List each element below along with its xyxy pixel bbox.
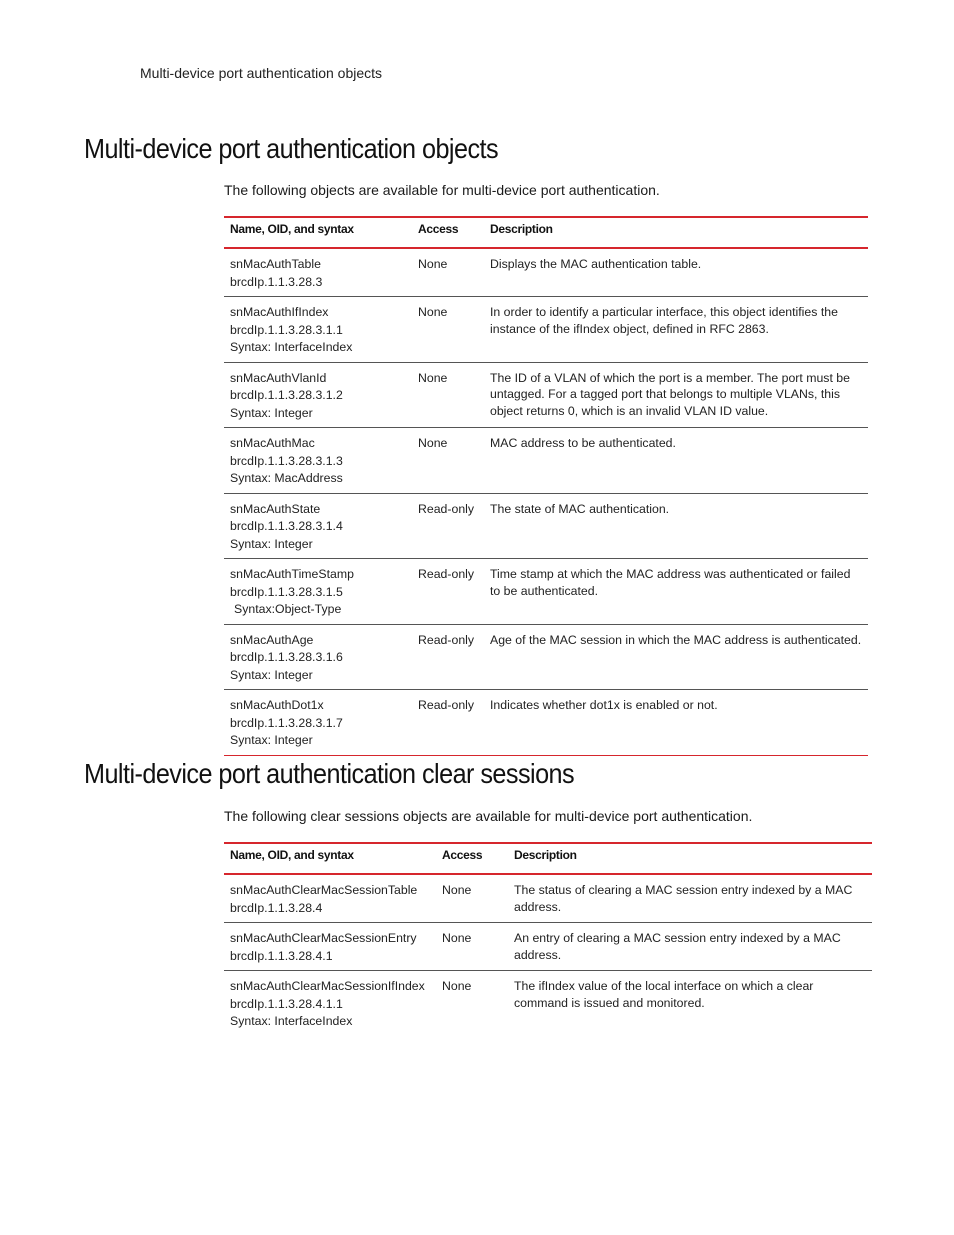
object-oid: brcdIp.1.1.3.28.4 bbox=[230, 900, 323, 915]
cell-access: Read-only bbox=[412, 493, 484, 559]
object-oid: brcdIp.1.1.3.28.3 bbox=[230, 274, 323, 289]
cell-description: Displays the MAC authentication table. bbox=[484, 248, 868, 297]
object-syntax: Syntax: InterfaceIndex bbox=[230, 340, 353, 354]
object-oid: brcdIp.1.1.3.28.3.1.5 bbox=[230, 584, 343, 599]
cell-name-oid-syntax bbox=[224, 874, 436, 923]
cell-name-oid-syntax bbox=[224, 559, 412, 625]
cell-access: None bbox=[442, 979, 472, 993]
cell-name-oid-syntax bbox=[224, 690, 412, 756]
table-header-row bbox=[224, 217, 868, 248]
table-row bbox=[224, 297, 868, 363]
object-syntax: Syntax: Integer bbox=[230, 733, 313, 747]
object-syntax: Syntax: InterfaceIndex bbox=[230, 1014, 353, 1028]
cell-name-oid-syntax bbox=[224, 297, 412, 363]
section-intro-objects: The following objects are available for multi-device port authentication. bbox=[224, 182, 660, 198]
table-row bbox=[224, 493, 868, 559]
object-name: snMacAuthClearMacSessionTable bbox=[230, 883, 418, 897]
table-row bbox=[224, 690, 868, 756]
cell-access: Read-only bbox=[418, 698, 475, 712]
cell-name-oid-syntax bbox=[224, 624, 412, 690]
cell-name-oid-syntax bbox=[224, 923, 436, 971]
table-header-row bbox=[224, 843, 872, 874]
cell-name-oid-syntax bbox=[224, 428, 412, 494]
cell-access: None bbox=[412, 362, 484, 428]
table-row bbox=[224, 248, 868, 297]
object-name: snMacAuthVlanId bbox=[230, 370, 327, 385]
cell-access: None bbox=[412, 248, 484, 297]
cell-access: None bbox=[436, 874, 508, 923]
cell-description: The status of clearing a MAC session entry indexed by a MAC address. bbox=[508, 874, 872, 923]
cell-description: MAC address to be authenticated. bbox=[484, 428, 868, 494]
cell-access: None bbox=[436, 923, 508, 971]
column-header-access: Access bbox=[436, 843, 508, 874]
column-header-name: Name, OID, and syntax bbox=[224, 843, 436, 874]
cell-description: The ID of a VLAN of which the port is a member. The port must be untagged. For a tagged port that belongs to multiple VLANs, this object returns 0, which is an invalid VLAN ID value. bbox=[484, 362, 868, 428]
cell-name-oid-syntax bbox=[224, 971, 436, 1036]
object-name: snMacAuthState bbox=[230, 501, 321, 516]
cell-description: An entry of clearing a MAC session entry indexed by a MAC address. bbox=[508, 923, 872, 971]
table-row bbox=[224, 971, 872, 1036]
object-name: snMacAuthClearMacSessionIfIndex bbox=[230, 979, 425, 993]
table-row bbox=[224, 362, 868, 428]
object-oid: brcdIp.1.1.3.28.3.1.2 bbox=[230, 388, 343, 402]
cell-description: In order to identify a particular interface, this object identifies the instance of the ifIndex object, defined in RFC 2863. bbox=[484, 297, 868, 363]
cell-description: Time stamp at which the MAC address was authenticated or failed to be authenticated. bbox=[484, 559, 868, 625]
cell-description: The state of MAC authentication. bbox=[484, 493, 868, 559]
section-intro-clear-sessions: The following clear sessions objects are available for multi-device port authentication. bbox=[224, 808, 753, 824]
cell-description: Indicates whether dot1x is enabled or not. bbox=[490, 698, 718, 712]
object-oid: brcdIp.1.1.3.28.3.1.3 bbox=[230, 453, 343, 468]
running-header: Multi-device port authentication objects bbox=[140, 65, 383, 81]
object-name: snMacAuthIfIndex bbox=[230, 305, 329, 319]
section-title-clear-sessions: Multi-device port authentication clear sessions bbox=[84, 758, 575, 789]
object-oid: brcdIp.1.1.3.28.4.1 bbox=[230, 948, 333, 963]
cell-access: Read-only bbox=[412, 559, 484, 625]
cell-description: Age of the MAC session in which the MAC address is authenticated. bbox=[484, 624, 868, 690]
column-header-access: Access bbox=[412, 217, 484, 248]
cell-name-oid-syntax bbox=[224, 248, 412, 297]
object-name: snMacAuthDot1x bbox=[230, 698, 324, 712]
clear-sessions-table bbox=[224, 842, 872, 1036]
object-syntax: Syntax: Integer bbox=[230, 405, 313, 420]
cell-name-oid-syntax bbox=[224, 362, 412, 428]
object-syntax: Syntax: Integer bbox=[230, 536, 313, 551]
table-row bbox=[224, 923, 872, 971]
cell-access: None bbox=[412, 297, 484, 363]
cell-description: The ifIndex value of the local interface on which a clear command is issued and monitored. bbox=[514, 979, 814, 1010]
object-oid: brcdIp.1.1.3.28.3.1.6 bbox=[230, 650, 343, 664]
cell-access: None bbox=[412, 428, 484, 494]
object-name: snMacAuthTable bbox=[230, 257, 321, 271]
table-row bbox=[224, 624, 868, 690]
objects-table bbox=[224, 216, 868, 756]
object-oid: brcdIp.1.1.3.28.4.1.1 bbox=[230, 996, 343, 1011]
cell-access: Read-only bbox=[412, 624, 484, 690]
object-name: snMacAuthMac bbox=[230, 436, 315, 450]
table-row bbox=[224, 874, 872, 923]
object-name: snMacAuthAge bbox=[230, 632, 314, 647]
section-title-objects: Multi-device port authentication objects bbox=[84, 133, 499, 164]
object-oid: brcdIp.1.1.3.28.3.1.7 bbox=[230, 715, 343, 730]
object-oid: brcdIp.1.1.3.28.3.1.1 bbox=[230, 322, 343, 337]
table-row bbox=[224, 559, 868, 625]
object-name: snMacAuthClearMacSessionEntry bbox=[230, 931, 417, 945]
object-name: snMacAuthTimeStamp bbox=[230, 567, 354, 581]
table-row bbox=[224, 428, 868, 494]
object-syntax: Syntax: MacAddress bbox=[230, 471, 343, 485]
column-header-description: Description bbox=[484, 217, 868, 248]
object-oid: brcdIp.1.1.3.28.3.1.4 bbox=[230, 519, 343, 533]
column-header-description: Description bbox=[508, 843, 872, 874]
object-syntax: Syntax:Object-Type bbox=[234, 602, 342, 616]
cell-name-oid-syntax bbox=[224, 493, 412, 559]
column-header-name: Name, OID, and syntax bbox=[224, 217, 412, 248]
object-syntax: Syntax: Integer bbox=[230, 667, 313, 682]
